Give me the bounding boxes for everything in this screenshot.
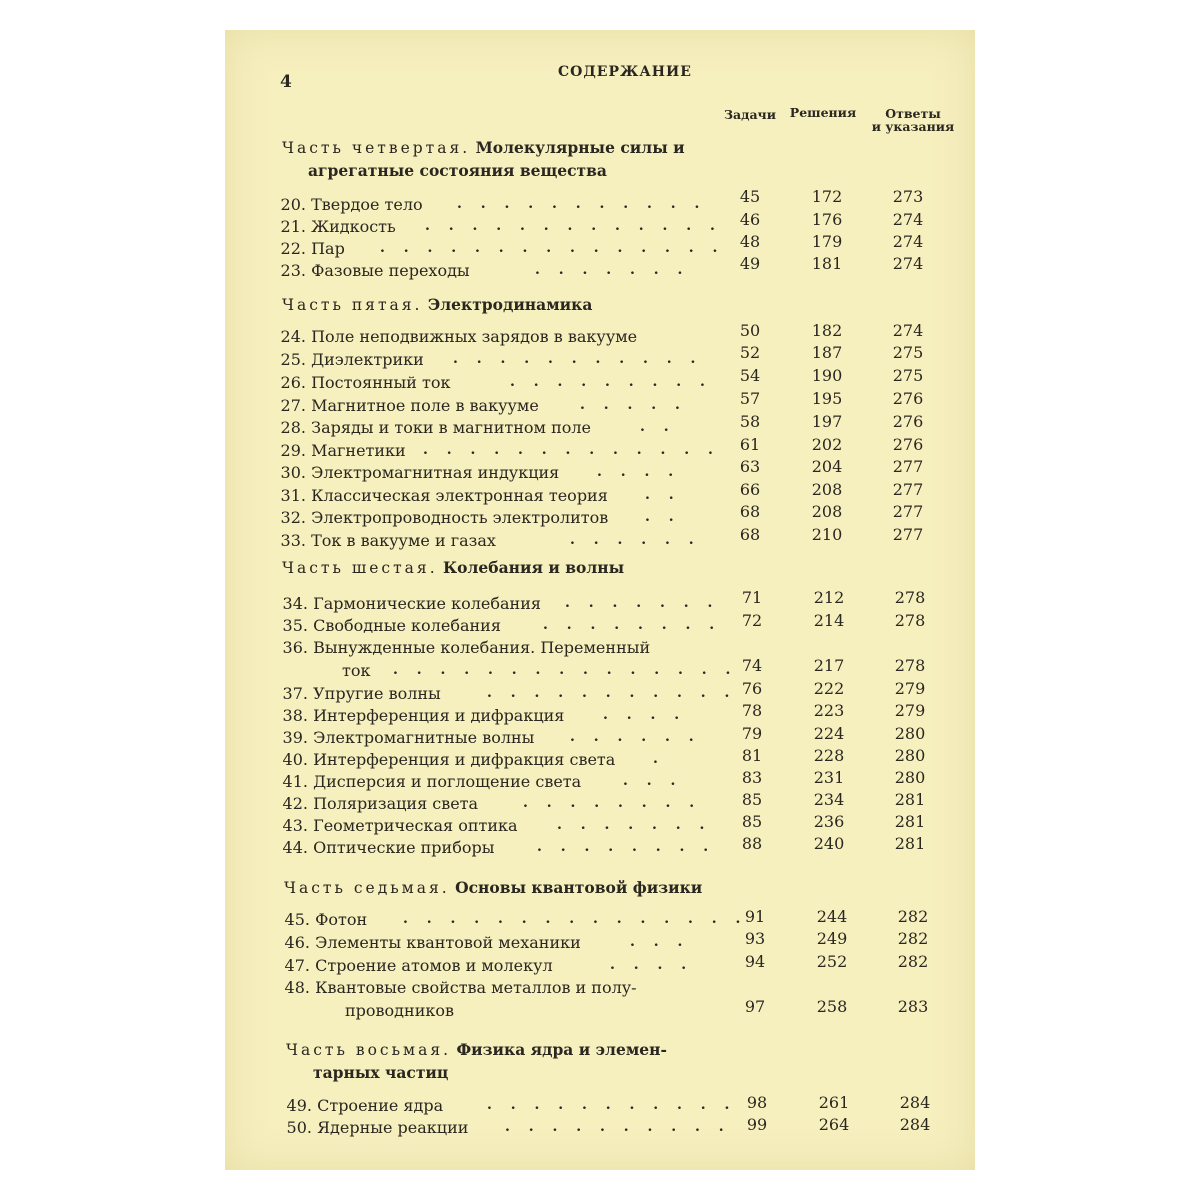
answers-page: 280 <box>894 768 926 787</box>
part-heading: Часть восьмая. Физика ядра и элемен- <box>286 1040 667 1059</box>
column-header-answers: Ответы и указания <box>871 106 955 134</box>
dot-leader: . . . . . . . . . . . <box>453 351 703 367</box>
answers-page: 282 <box>897 929 929 948</box>
toc-entry: 42. Поляризация света <box>282 794 479 813</box>
problems-page: 97 <box>744 997 766 1016</box>
answers-page: 282 <box>897 907 929 926</box>
solutions-page: 214 <box>813 611 845 630</box>
toc-entry: 47. Строение атомов и молекул <box>284 956 553 975</box>
dot-leader: . . . . . . . . . . . <box>487 685 737 701</box>
problems-page: 76 <box>741 679 763 698</box>
answers-page: 278 <box>894 588 926 607</box>
problems-page: 46 <box>739 210 761 229</box>
answers-page: 280 <box>894 724 926 743</box>
dot-leader: . . . . . . . . . . . <box>457 196 707 212</box>
solutions-page: 179 <box>811 232 843 251</box>
toc-entry: 22. Пар <box>280 239 345 258</box>
part-heading: Часть шестая. Колебания и волны <box>282 558 625 577</box>
dot-leader: . . . . <box>597 464 681 480</box>
answers-page: 276 <box>892 435 924 454</box>
answers-page: 277 <box>892 480 924 499</box>
dot-leader: . . . . . . <box>570 532 701 548</box>
answers-page: 281 <box>894 834 926 853</box>
dot-leader: . . . <box>623 773 683 789</box>
answers-page: 283 <box>897 997 929 1016</box>
dot-leader: . <box>653 751 665 767</box>
toc-entry: 40. Интерференция и дифракция света <box>282 750 616 769</box>
problems-page: 85 <box>741 790 763 809</box>
answers-page: 277 <box>892 525 924 544</box>
answers-page: 279 <box>894 701 926 720</box>
toc-entry: 49. Строение ядра <box>286 1096 444 1115</box>
problems-page: 68 <box>739 525 761 544</box>
problems-page: 58 <box>739 412 761 431</box>
dot-leader: . . . . . . . . . . . . . <box>425 218 722 234</box>
dot-leader: . . . . <box>610 957 694 973</box>
toc-entry: 20. Твердое тело <box>280 195 423 214</box>
solutions-page: 208 <box>811 502 843 521</box>
solutions-page: 231 <box>813 768 845 787</box>
problems-page: 63 <box>739 457 761 476</box>
toc-entry: 23. Фазовые переходы <box>280 261 470 280</box>
problems-page: 94 <box>744 952 766 971</box>
dot-leader: . . . . . . . <box>557 817 712 833</box>
part-heading: Часть пятая. Электродинамика <box>282 295 593 314</box>
answers-page: 275 <box>892 343 924 362</box>
solutions-page: 223 <box>813 701 845 720</box>
problems-page: 81 <box>741 746 763 765</box>
answers-page: 274 <box>892 232 924 251</box>
toc-entry: 26. Постоянный ток <box>280 373 451 392</box>
column-header-solutions: Решения <box>789 105 857 120</box>
answers-page: 284 <box>899 1115 931 1134</box>
toc-entry: 39. Электромагнитные волны <box>282 728 535 747</box>
toc-entry: 33. Ток в вакууме и газах <box>280 531 496 550</box>
dot-leader: . . . . . . <box>570 729 701 745</box>
toc-entry: 43. Геометрическая оптика <box>282 816 518 835</box>
problems-page: 98 <box>746 1093 768 1112</box>
dot-leader: . . . . . . . . . . <box>505 1119 731 1135</box>
solutions-page: 187 <box>811 343 843 362</box>
toc-entry-continued: ток <box>342 661 371 680</box>
problems-page: 78 <box>741 701 763 720</box>
problems-page: 72 <box>741 611 763 630</box>
solutions-page: 204 <box>811 457 843 476</box>
toc-entry: 32. Электропроводность электролитов <box>280 508 609 527</box>
toc-entry: 30. Электромагнитная индукция <box>280 463 560 482</box>
book-page <box>225 30 975 1170</box>
solutions-page: 249 <box>816 929 848 948</box>
problems-page: 45 <box>739 187 761 206</box>
dot-leader: . . . . . . . . . . . . . . . <box>393 662 738 678</box>
toc-entry: 28. Заряды и токи в магнитном поле <box>280 418 591 437</box>
problems-page: 50 <box>739 321 761 340</box>
solutions-page: 190 <box>811 366 843 385</box>
problems-page: 93 <box>744 929 766 948</box>
dot-leader: . . . . . . . . . . . . . . . <box>403 911 748 927</box>
answers-page: 277 <box>892 457 924 476</box>
page-title: СОДЕРЖАНИЕ <box>558 64 692 80</box>
solutions-page: 197 <box>811 412 843 431</box>
problems-page: 88 <box>741 834 763 853</box>
problems-page: 49 <box>739 254 761 273</box>
solutions-page: 181 <box>811 254 843 273</box>
toc-entry: 27. Магнитное поле в вакууме <box>280 396 539 415</box>
answers-page: 280 <box>894 746 926 765</box>
answers-page: 274 <box>892 210 924 229</box>
toc-entry: 29. Магнетики <box>280 441 406 460</box>
toc-entry: 31. Классическая электронная теория <box>280 486 608 505</box>
solutions-page: 240 <box>813 834 845 853</box>
toc-entry: 48. Квантовые свойства металлов и полу- <box>284 978 637 997</box>
dot-leader: . . . . <box>603 707 687 723</box>
toc-entry: 35. Свободные колебания <box>282 616 501 635</box>
answers-page: 278 <box>894 656 926 675</box>
problems-page: 48 <box>739 232 761 251</box>
dot-leader: . . . . . . . . . . . <box>487 1097 737 1113</box>
dot-leader: . . . <box>630 934 690 950</box>
solutions-page: 228 <box>813 746 845 765</box>
answers-page: 281 <box>894 812 926 831</box>
answers-page: 273 <box>892 187 924 206</box>
dot-leader: . . . . . . . . <box>537 839 716 855</box>
answers-page: 278 <box>894 611 926 630</box>
dot-leader: . . <box>645 487 681 503</box>
answers-page: 275 <box>892 366 924 385</box>
column-header-problems: Задачи <box>724 107 776 122</box>
part-heading: Часть седьмая. Основы квантовой физики <box>284 878 703 897</box>
solutions-page: 222 <box>813 679 845 698</box>
answers-page: 274 <box>892 254 924 273</box>
dot-leader: . . . . . . . <box>535 262 690 278</box>
solutions-page: 236 <box>813 812 845 831</box>
dot-leader: . . <box>640 419 676 435</box>
toc-entry: 38. Интерференция и дифракция <box>282 706 565 725</box>
solutions-page: 210 <box>811 525 843 544</box>
answers-page: 276 <box>892 412 924 431</box>
problems-page: 54 <box>739 366 761 385</box>
toc-entry: 21. Жидкость <box>280 217 396 236</box>
solutions-page: 217 <box>813 656 845 675</box>
problems-page: 52 <box>739 343 761 362</box>
solutions-page: 258 <box>816 997 848 1016</box>
solutions-page: 208 <box>811 480 843 499</box>
page-number: 4 <box>280 72 292 92</box>
solutions-page: 182 <box>811 321 843 340</box>
dot-leader: . . . . . . . . . . . . . <box>423 442 720 458</box>
dot-leader: . . . . . <box>580 397 687 413</box>
solutions-page: 172 <box>811 187 843 206</box>
problems-page: 57 <box>739 389 761 408</box>
toc-entry: 25. Диэлектрики <box>280 350 424 369</box>
problems-page: 74 <box>741 656 763 675</box>
problems-page: 71 <box>741 588 763 607</box>
dot-leader: . . . . . . . . . . . . . . . <box>380 240 725 256</box>
answers-page: 274 <box>892 321 924 340</box>
toc-entry: 46. Элементы квантовой механики <box>284 933 581 952</box>
solutions-page: 195 <box>811 389 843 408</box>
problems-page: 85 <box>741 812 763 831</box>
toc-entry: 37. Упругие волны <box>282 684 441 703</box>
solutions-page: 252 <box>816 952 848 971</box>
problems-page: 61 <box>739 435 761 454</box>
toc-entry: 50. Ядерные реакции <box>286 1118 469 1137</box>
part-heading: Часть четвертая. Молекулярные силы и <box>282 138 685 157</box>
toc-entry: 44. Оптические приборы <box>282 838 495 857</box>
solutions-page: 264 <box>818 1115 850 1134</box>
problems-page: 91 <box>744 907 766 926</box>
answers-page: 276 <box>892 389 924 408</box>
problems-page: 99 <box>746 1115 768 1134</box>
solutions-page: 244 <box>816 907 848 926</box>
toc-entry: 34. Гармонические колебания <box>282 594 541 613</box>
toc-entry-continued: проводников <box>345 1001 454 1020</box>
toc-entry: 24. Поле неподвижных зарядов в вакууме <box>280 327 638 346</box>
solutions-page: 261 <box>818 1093 850 1112</box>
answers-page: 277 <box>892 502 924 521</box>
dot-leader: . . . . . . . <box>565 595 720 611</box>
dot-leader: . . <box>645 509 681 525</box>
dot-leader: . . . . . . . . <box>543 617 722 633</box>
toc-entry: 41. Дисперсия и поглощение света <box>282 772 582 791</box>
solutions-page: 234 <box>813 790 845 809</box>
problems-page: 83 <box>741 768 763 787</box>
toc-entry: 45. Фотон <box>284 910 368 929</box>
problems-page: 66 <box>739 480 761 499</box>
dot-leader: . . . . . . . . . <box>510 374 712 390</box>
solutions-page: 176 <box>811 210 843 229</box>
part-heading-continued: тарных частиц <box>313 1063 449 1082</box>
solutions-page: 212 <box>813 588 845 607</box>
answers-page: 281 <box>894 790 926 809</box>
answers-page: 282 <box>897 952 929 971</box>
solutions-page: 224 <box>813 724 845 743</box>
answers-page: 284 <box>899 1093 931 1112</box>
toc-entry: 36. Вынужденные колебания. Переменный <box>282 638 651 657</box>
problems-page: 79 <box>741 724 763 743</box>
problems-page: 68 <box>739 502 761 521</box>
dot-leader: . . . . . . . . <box>523 795 702 811</box>
solutions-page: 202 <box>811 435 843 454</box>
answers-page: 279 <box>894 679 926 698</box>
part-heading-continued: агрегатные состояния вещества <box>308 161 607 180</box>
